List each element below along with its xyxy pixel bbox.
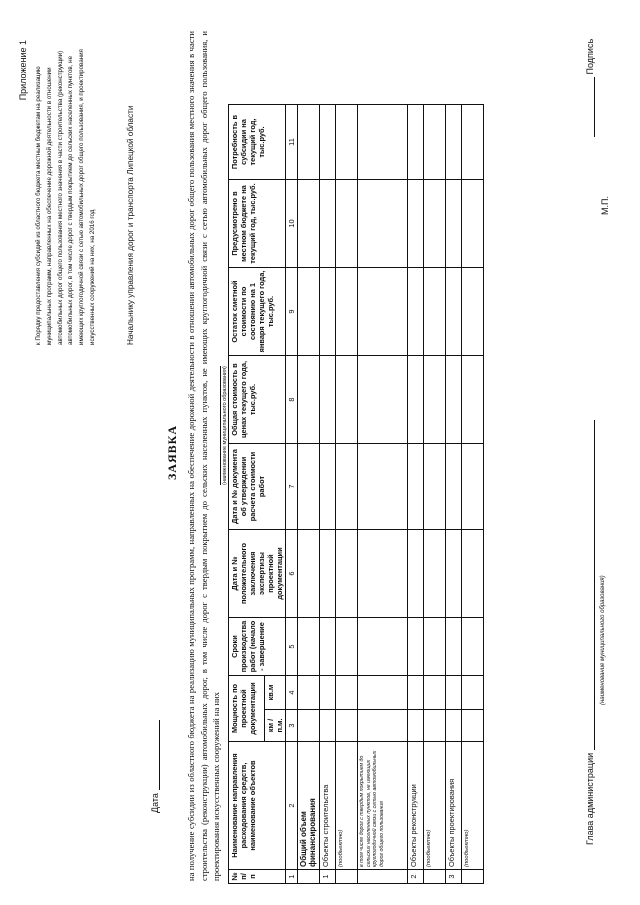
col-power: Мощность по проектной документации	[229, 676, 265, 742]
order-reference	[34, 25, 99, 345]
table-row-total	[298, 105, 320, 884]
date-line	[150, 720, 160, 790]
num-cell: 7	[286, 444, 298, 530]
num-cell: 5	[286, 618, 298, 676]
table-row: 3 Объекты проектирования	[446, 105, 462, 884]
appendix-label: Приложение 1	[18, 40, 28, 101]
row-label: (пообъектно)	[336, 742, 358, 870]
signature-label: Подпись	[585, 38, 595, 75]
col-name: Наименование направления расходования средств, наименование объектов	[229, 742, 286, 870]
head-signature	[585, 417, 595, 845]
col-kvm: кв.м	[265, 676, 286, 710]
col-rest: Остаток сметной стоимости по состоянию на 1 января текущего года, тыс.руб.	[229, 268, 286, 356]
col-doc: Дата и № документа об утверждении расчета стоимости работ	[229, 444, 286, 530]
num-cell: 1	[286, 870, 298, 884]
num-cell: 9	[286, 268, 298, 356]
table-row	[424, 105, 446, 884]
col-terms: Сроки производства работ (начало - завершение	[229, 618, 286, 676]
num-cell: 3	[286, 710, 298, 742]
addressee: Начальнику управления дорог и транспорта Липецкой области	[126, 105, 135, 345]
row-label: Объекты строительства	[320, 742, 336, 870]
row-label: (пообъектно)	[424, 742, 446, 870]
date-field	[150, 720, 160, 813]
col-local: Предусмотрено в местном бюджете на текущий год, тыс.руб.	[229, 180, 286, 268]
stamp-place: М.П.	[600, 196, 610, 215]
num-cell: 8	[286, 356, 298, 444]
signature-line	[585, 77, 595, 137]
num-cell: 10	[286, 180, 298, 268]
body-text: на получение субсидии из областного бюджета на реализацию муниципальных программ, направленных на обеспечение дорожной деятельности в отношении автомобильных дорог общего пользования местного значения в части строительства (реконструкции) автомобильных дорог, в том числе дорог с твердым покрытием до сельских населенных пунктов, не имеющих круглогодичной связи с сетью автомобильных дорог общего пользования, и проектирования искусственных сооружений на них	[186, 31, 221, 881]
table-row	[462, 105, 484, 884]
order-line: автомобильных дорог, в том числе дорог с твердым покрытием до сельских населенных пунктов, не	[67, 55, 75, 345]
signature-field	[585, 39, 595, 145]
col-total: Общая стоимость в ценах текущего года, тыс.руб.	[229, 356, 286, 444]
head-line	[585, 420, 595, 750]
num-cell: 11	[286, 105, 298, 180]
municipality-under: (наименование муниципального образования)	[600, 575, 606, 705]
application-table	[228, 104, 484, 884]
col-num: № п/п	[229, 870, 286, 884]
num-cell: 6	[286, 530, 298, 618]
table-row	[336, 105, 358, 884]
row-label: (пообъектно)	[462, 742, 484, 870]
table-row	[358, 105, 408, 884]
date-label: Дата	[150, 793, 160, 813]
order-line: муниципальных программ, направленных на обеспечение дорожной деятельности в отношении	[45, 67, 53, 345]
num-cell: 2	[286, 742, 298, 870]
order-line: автомобильных дорог общего пользования местного значения в части строительства (реконструкции)	[56, 50, 64, 345]
row-label: Объекты реконструкции	[408, 742, 424, 870]
total-label: Общий объем финансирования	[298, 742, 320, 870]
col-need: Потребность в субсидии на текущий год, тыс.руб.	[229, 105, 286, 180]
document-title: ЗАЯВКА	[165, 424, 179, 481]
table-row: 1 Объекты строительства	[320, 105, 336, 884]
municipality-note: (наименование муниципального образования)	[222, 366, 228, 485]
row-label: в том числе дорог с твердым покрытием до сельских населенных пунктов, не имеющих круглогодичной связи с сетью автомобильных дорог общего пользования	[358, 742, 408, 870]
order-line: имеющих круглогодичной связи с сетью автомобильных дорог общего пользования, и проектирования	[78, 49, 86, 345]
col-conclusion: Дата и № положительного заключения экспертизы проектной документации	[229, 530, 286, 618]
row-label: Объекты проектирования	[446, 742, 462, 870]
col-km: км / п.м.	[265, 710, 286, 742]
table-row: 2 Объекты реконструкции	[408, 105, 424, 884]
order-line: к Порядку предоставления субсидий из областного бюджета местным бюджетам на реализацию	[35, 66, 42, 345]
head-label: Глава администрации	[585, 752, 595, 845]
num-cell: 4	[286, 676, 298, 710]
order-line: искусственных сооружений на них, на 2016 год	[88, 209, 96, 345]
